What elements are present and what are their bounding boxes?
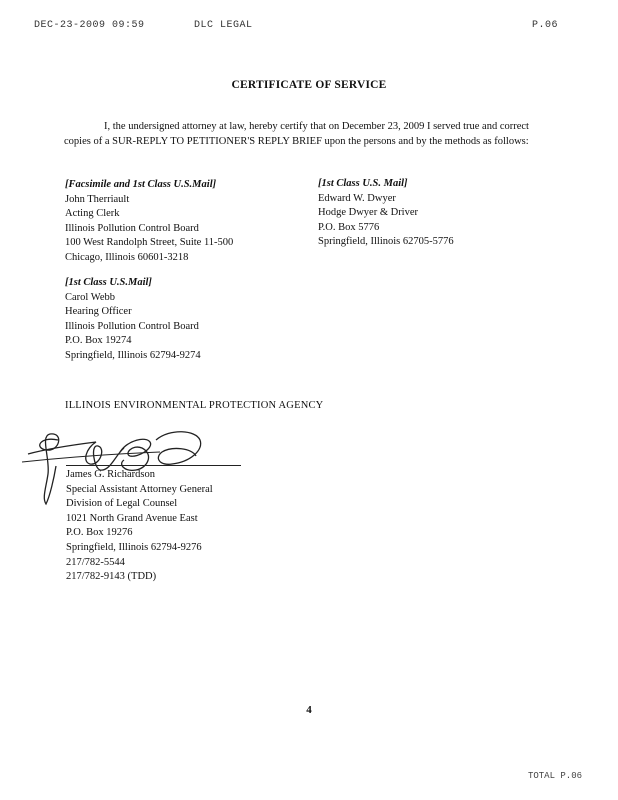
recipient-line: Acting Clerk <box>65 208 120 220</box>
attorney-signature-block <box>66 468 213 585</box>
agency-name: ILLINOIS ENVIRONMENTAL PROTECTION AGENCY <box>65 400 324 411</box>
service-recipient-3 <box>65 276 201 364</box>
service-method: [1st Class U.S. Mail] <box>318 178 408 189</box>
recipient-line: P.O. Box 19274 <box>65 335 132 347</box>
recipient-line: Illinois Pollution Control Board <box>65 320 199 332</box>
recipient-line: Illinois Pollution Control Board <box>65 222 199 234</box>
attorney-line: James G. Richardson <box>66 469 155 480</box>
recipient-line: Carol Webb <box>65 291 115 303</box>
attorney-line: P.O. Box 19276 <box>66 527 133 539</box>
document-title: CERTIFICATE OF SERVICE <box>231 79 387 91</box>
service-method: [Facsimile and 1st Class U.S.Mail] <box>65 179 217 190</box>
fax-page: P.06 <box>531 20 558 31</box>
recipient-line: Hearing Officer <box>65 306 132 318</box>
fax-sender: DLC LEGAL <box>194 20 253 31</box>
recipient-line: Springfield, Illinois 62794-9274 <box>65 349 201 361</box>
attorney-line: 1021 North Grand Avenue East <box>66 512 198 524</box>
attorney-line: Special Assistant Attorney General <box>66 483 213 495</box>
recipient-line: P.O. Box 5776 <box>318 221 380 233</box>
service-method: [1st Class U.S.Mail] <box>65 277 152 288</box>
page-number: 4 <box>306 704 312 716</box>
service-recipient-2 <box>318 177 454 250</box>
fax-date-time: DEC-23-2009 09:59 <box>34 20 145 31</box>
fax-footer: TOTAL P.06 <box>527 771 582 781</box>
recipient-line: Hodge Dwyer & Driver <box>318 207 419 219</box>
attorney-line: 217/782-5544 <box>66 556 125 568</box>
attorney-line: Springfield, Illinois 62794-9276 <box>66 541 202 553</box>
signature-line <box>66 465 241 466</box>
attorney-line: 217/782-9143 (TDD) <box>66 571 157 583</box>
service-recipient-1 <box>65 178 233 266</box>
recipient-line: Chicago, Illinois 60601-3218 <box>65 251 189 263</box>
intro-paragraph: I, the undersigned attorney at law, hereby certify that on December 23, 2009 I served true and correct copies of a SUR-REPLY TO PETITIONER'S REPLY BRIEF upon the persons and by the methods as follows: <box>64 121 529 147</box>
attorney-line: Division of Legal Counsel <box>66 498 178 510</box>
recipient-line: John Therriault <box>65 193 130 205</box>
recipient-line: Springfield, Illinois 62705-5776 <box>318 236 454 248</box>
certificate-intro <box>64 120 550 149</box>
recipient-line: 100 West Randolph Street, Suite 11-500 <box>65 237 234 249</box>
recipient-line: Edward W. Dwyer <box>318 192 396 204</box>
